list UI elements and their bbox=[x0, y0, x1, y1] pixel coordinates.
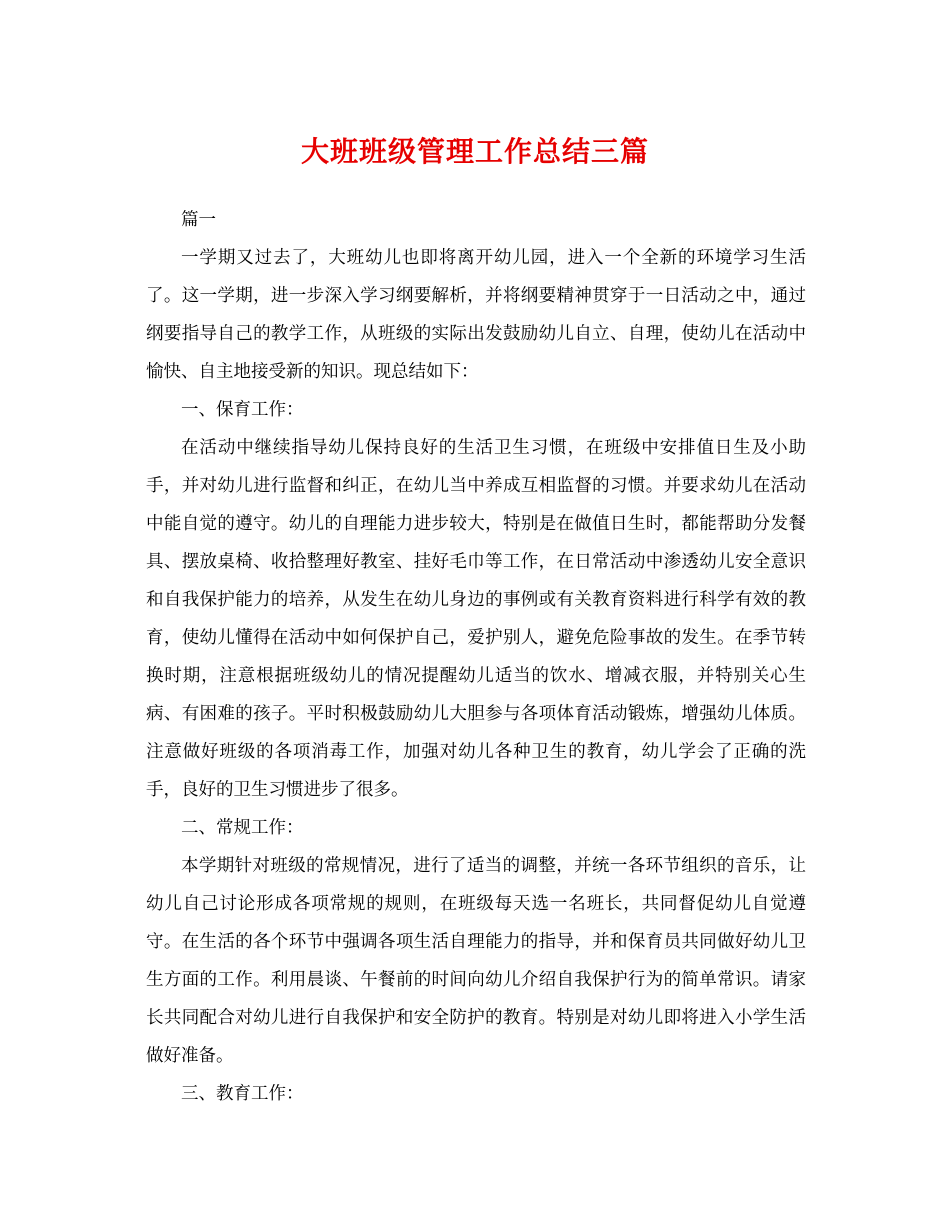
section-heading-care-work: 一、保育工作： bbox=[181, 400, 304, 420]
paragraph-intro: 一学期又过去了，大班幼儿也即将离开幼儿园，进入一个全新的环境学习生活了。这一学期，进一步深入学习纲要解析，并将纲要精神贯穿于一日活动之中，通过纲要指导自己的教学工作，从班级的实际出发鼓励幼儿自立、自理，使幼儿在活动中愉快、自主地接受新的知识。现总结如下： bbox=[146, 248, 806, 382]
paragraph-routine-work: 本学期针对班级的常规情况，进行了适当的调整，并统一各环节组织的音乐，让幼儿自己讨论形成各项常规的规则，在班级每天选一名班长，共同督促幼儿自觉遵守。在生活的各个环节中强调各项生活自理能力的指导，并和保育员共同做好幼儿卫生方面的工作。利用晨谈、午餐前的时间向幼儿介绍自我保护行为的简单常识。请家长共同配合对幼儿进行自我保护和安全防护的教育。特别是对幼儿即将进入小学生活做好准备。 bbox=[146, 856, 806, 1066]
document-body bbox=[146, 201, 806, 1113]
section-heading-routine-work: 二、常规工作： bbox=[181, 818, 304, 838]
section-heading-part-one: 篇一 bbox=[181, 210, 216, 230]
document-title: 大班班级管理工作总结三篇 bbox=[300, 135, 649, 168]
paragraph-care-work: 在活动中继续指导幼儿保持良好的生活卫生习惯，在班级中安排值日生及小助手，并对幼儿进行监督和纠正，在幼儿当中养成互相监督的习惯。并要求幼儿在活动中能自觉的遵守。幼儿的自理能力进步较大，特别是在做值日生时，都能帮助分发餐具、摆放桌椅、收拾整理好教室、挂好毛巾等工作，在日常活动中渗透幼儿安全意识和自我保护能力的培养，从发生在幼儿身边的事例或有关教育资料进行科学有效的教育，使幼儿懂得在活动中如何保护自己，爱护别人，避免危险事故的发生。在季节转换时期，注意根据班级幼儿的情况提醒幼儿适当的饮水、增减衣服，并特别关心生病、有困难的孩子。平时积极鼓励幼儿大胆参与各项体育活动锻炼，增强幼儿体质。注意做好班级的各项消毒工作，加强对幼儿各种卫生的教育，幼儿学会了正确的洗手，良好的卫生习惯进步了很多。 bbox=[146, 438, 806, 800]
section-heading-education-work: 三、教育工作： bbox=[181, 1084, 304, 1104]
